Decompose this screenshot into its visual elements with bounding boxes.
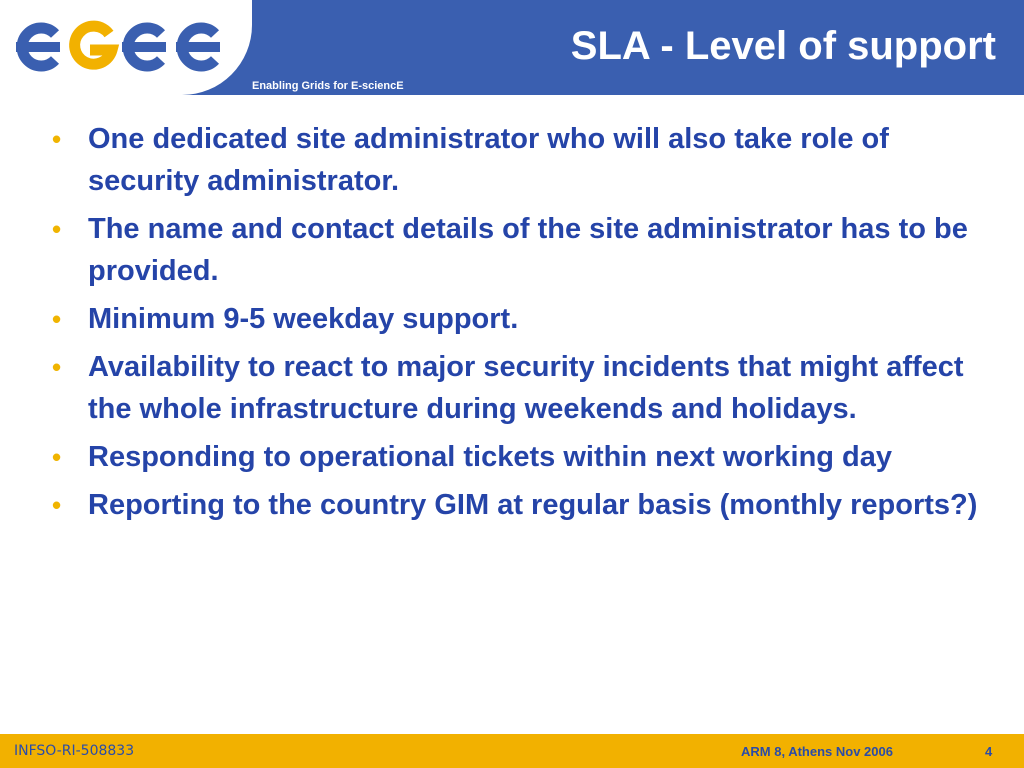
bullet-list	[0, 118, 1024, 532]
project-id: INFSO-RI-508833	[14, 743, 135, 759]
bullet-dot-icon: •	[52, 214, 62, 244]
bullet-dot-icon: •	[52, 124, 62, 154]
bullet-text: Reporting to the country GIM at regular basis (monthly reports?)	[88, 489, 978, 521]
page-number: 4	[985, 744, 993, 759]
event-label: ARM 8, Athens Nov 2006	[741, 744, 893, 759]
bullet-item	[0, 298, 1024, 340]
bullet-dot-icon: •	[52, 352, 62, 382]
bullet-dot-icon: •	[52, 304, 62, 334]
footer-bar	[0, 734, 1024, 768]
bullet-text: Availability to react to major security incidents that might affect the whole infrastructure during weekends and holidays.	[88, 351, 964, 425]
logo-panel	[0, 0, 252, 95]
bullet-item	[0, 436, 1024, 478]
slide-title: SLA - Level of support	[570, 24, 996, 68]
bullet-text: One dedicated site administrator who will also take role of security administrator.	[88, 123, 889, 197]
bullet-text: Minimum 9-5 weekday support.	[88, 303, 519, 335]
bullet-item	[0, 208, 1024, 292]
header-tagline: Enabling Grids for E-sciencE	[252, 80, 404, 92]
bullet-dot-icon: •	[52, 490, 62, 520]
header-bar	[0, 0, 1024, 95]
bullet-item	[0, 346, 1024, 430]
egee-logo	[10, 10, 236, 82]
bullet-text: Responding to operational tickets within next working day	[88, 441, 893, 473]
bullet-text: The name and contact details of the site administrator has to be provided.	[88, 213, 968, 287]
bullet-dot-icon: •	[52, 442, 62, 472]
bullet-item	[0, 118, 1024, 202]
bullet-item	[0, 484, 1024, 526]
